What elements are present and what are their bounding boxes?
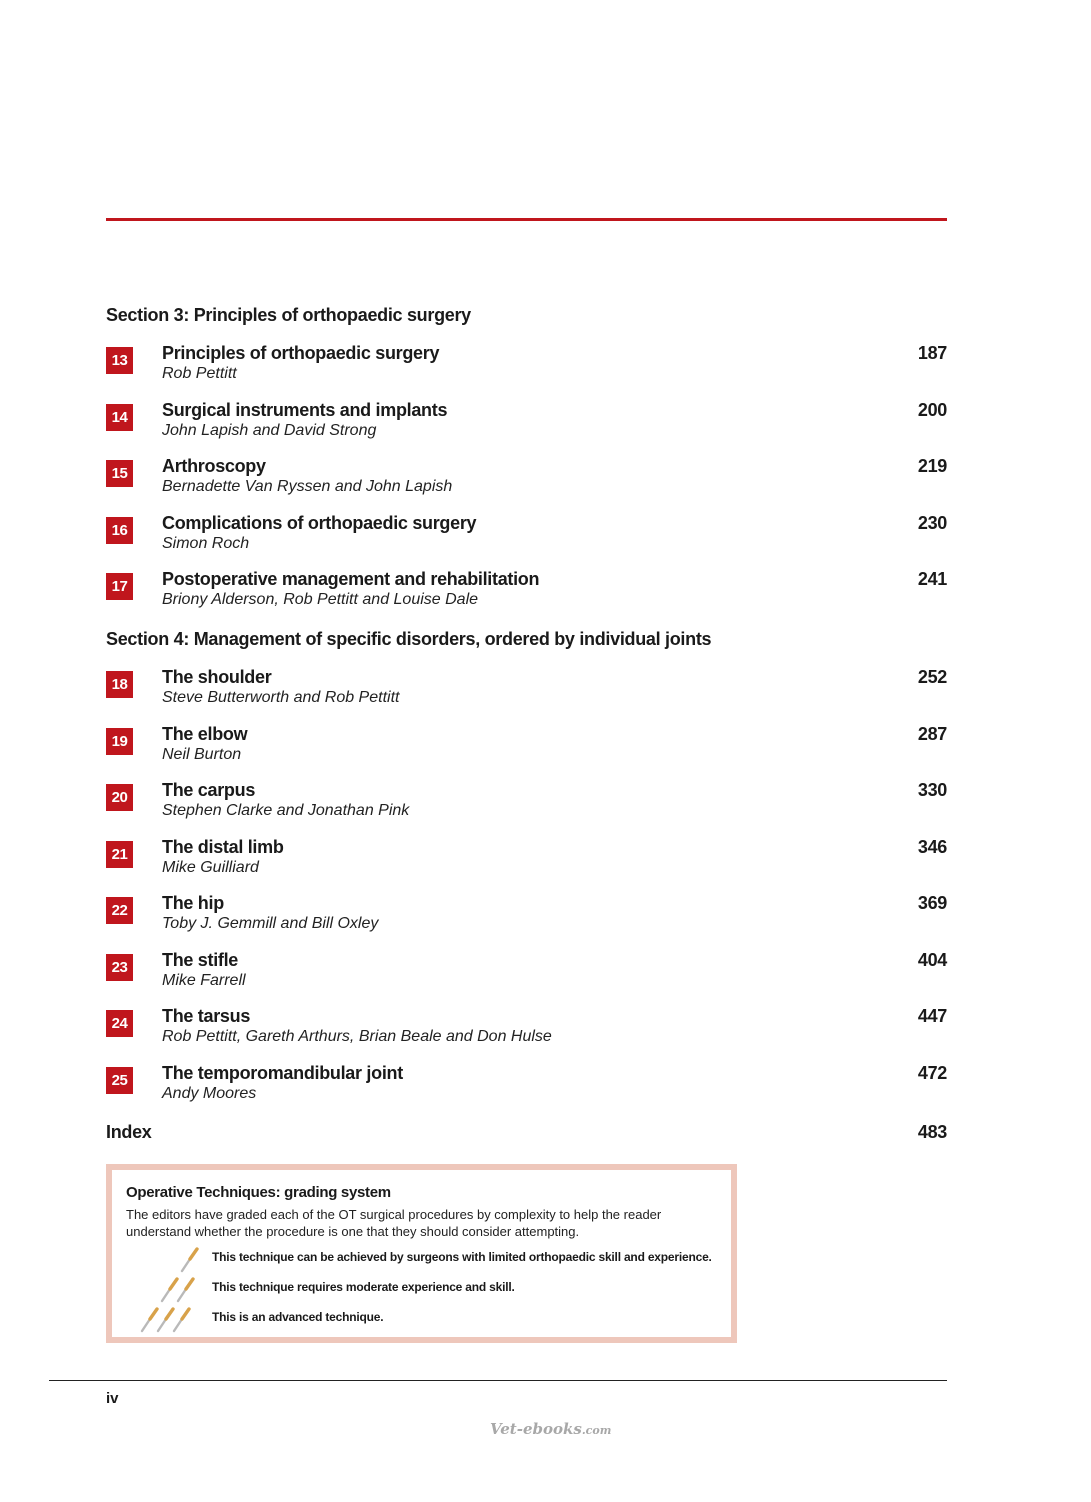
chapter-author: Andy Moores bbox=[162, 1085, 257, 1102]
watermark-logo bbox=[490, 1420, 611, 1438]
chapter-number: 24 bbox=[106, 1010, 133, 1037]
chapter-page: 230 bbox=[917, 513, 947, 533]
toc-entry[interactable] bbox=[106, 1005, 947, 1055]
chapter-author: Briony Alderson, Rob Pettitt and Louise Dale bbox=[162, 591, 479, 608]
chapter-page: 241 bbox=[917, 569, 947, 589]
toc-index[interactable] bbox=[106, 1122, 947, 1146]
chapter-number: 20 bbox=[106, 784, 133, 811]
chapter-page: 447 bbox=[917, 1006, 947, 1026]
chapter-number: 14 bbox=[106, 404, 133, 431]
chapter-number: 13 bbox=[106, 347, 133, 374]
grade-text: This technique requires moderate experience and skill. bbox=[212, 1280, 515, 1294]
chapter-author: Toby J. Gemmill and Bill Oxley bbox=[162, 915, 379, 932]
chapter-page: 252 bbox=[917, 667, 947, 687]
chapter-author: Stephen Clarke and Jonathan Pink bbox=[162, 802, 410, 819]
chapter-author: Mike Farrell bbox=[162, 972, 246, 989]
index-label: Index bbox=[106, 1122, 152, 1142]
chapter-author: John Lapish and David Strong bbox=[162, 422, 377, 439]
grading-description: The editors have graded each of the OT surgical procedures by complexity to help the reader understand whether the procedure is one that they should consider attempting. bbox=[126, 1207, 662, 1239]
chapter-number: 16 bbox=[106, 517, 133, 544]
section-heading: Section 4: Management of specific disorders, ordered by individual joints bbox=[106, 629, 712, 649]
chapter-title: The distal limb bbox=[162, 837, 284, 857]
chapter-title: Complications of orthopaedic surgery bbox=[162, 513, 477, 533]
toc-entry[interactable] bbox=[106, 512, 947, 562]
chapter-number: 22 bbox=[106, 897, 133, 924]
chapter-author: Rob Pettitt, Gareth Arthurs, Brian Beale and Don Hulse bbox=[162, 1028, 552, 1045]
scalpel-icon bbox=[136, 1276, 206, 1304]
chapter-title: Arthroscopy bbox=[162, 456, 266, 476]
chapter-title: Surgical instruments and implants bbox=[162, 400, 448, 420]
watermark-suffix: .com bbox=[581, 1424, 612, 1437]
grade-level-3 bbox=[136, 1306, 716, 1330]
grading-system-box bbox=[106, 1164, 737, 1343]
toc-entry[interactable] bbox=[106, 1062, 947, 1112]
grading-title: Operative Techniques: grading system bbox=[126, 1184, 391, 1201]
toc-entry[interactable] bbox=[106, 779, 947, 829]
top-rule bbox=[106, 218, 947, 221]
chapter-page: 287 bbox=[917, 724, 947, 744]
chapter-number: 19 bbox=[106, 728, 133, 755]
toc-entry[interactable] bbox=[106, 399, 947, 449]
chapter-number: 15 bbox=[106, 460, 133, 487]
chapter-author: Neil Burton bbox=[162, 746, 242, 763]
chapter-number: 25 bbox=[106, 1067, 133, 1094]
chapter-title: The stifle bbox=[162, 950, 239, 970]
chapter-title: Principles of orthopaedic surgery bbox=[162, 343, 440, 363]
grade-level-2 bbox=[136, 1276, 716, 1300]
index-page: 483 bbox=[917, 1122, 947, 1142]
chapter-page: 472 bbox=[917, 1063, 947, 1083]
scalpel-icon bbox=[136, 1306, 206, 1334]
toc-entry[interactable] bbox=[106, 949, 947, 999]
toc-entry[interactable] bbox=[106, 666, 947, 716]
grade-text: This is an advanced technique. bbox=[212, 1310, 384, 1324]
chapter-page: 187 bbox=[917, 343, 947, 363]
chapter-title: Postoperative management and rehabilitation bbox=[162, 569, 540, 589]
chapter-number: 21 bbox=[106, 841, 133, 868]
chapter-title: The shoulder bbox=[162, 667, 272, 687]
toc-entry[interactable] bbox=[106, 455, 947, 505]
bottom-rule bbox=[49, 1380, 947, 1381]
chapter-page: 219 bbox=[917, 456, 947, 476]
chapter-title: The carpus bbox=[162, 780, 256, 800]
chapter-author: Bernadette Van Ryssen and John Lapish bbox=[162, 478, 453, 495]
chapter-author: Steve Butterworth and Rob Pettitt bbox=[162, 689, 400, 706]
chapter-author: Simon Roch bbox=[162, 535, 250, 552]
toc-entry[interactable] bbox=[106, 892, 947, 942]
chapter-page: 369 bbox=[917, 893, 947, 913]
toc-entry[interactable] bbox=[106, 723, 947, 773]
chapter-page: 346 bbox=[917, 837, 947, 857]
chapter-title: The temporomandibular joint bbox=[162, 1063, 403, 1083]
chapter-author: Mike Guilliard bbox=[162, 859, 259, 876]
watermark-text: Vet-ebooks bbox=[490, 1420, 582, 1438]
grade-text: This technique can be achieved by surgeons with limited orthopaedic skill and experience. bbox=[212, 1250, 712, 1264]
chapter-page: 330 bbox=[917, 780, 947, 800]
toc-entry[interactable] bbox=[106, 836, 947, 886]
grade-level-1 bbox=[136, 1246, 716, 1270]
page-number: iv bbox=[106, 1390, 119, 1407]
chapter-page: 200 bbox=[917, 400, 947, 420]
chapter-title: The hip bbox=[162, 893, 224, 913]
chapter-number: 18 bbox=[106, 671, 133, 698]
chapter-title: The tarsus bbox=[162, 1006, 251, 1026]
chapter-page: 404 bbox=[917, 950, 947, 970]
chapter-number: 17 bbox=[106, 573, 133, 600]
toc-entry[interactable] bbox=[106, 342, 947, 392]
chapter-title: The elbow bbox=[162, 724, 248, 744]
scalpel-icon bbox=[136, 1246, 206, 1274]
chapter-number: 23 bbox=[106, 954, 133, 981]
chapter-author: Rob Pettitt bbox=[162, 365, 237, 382]
toc-entry[interactable] bbox=[106, 568, 947, 618]
section-heading: Section 3: Principles of orthopaedic surgery bbox=[106, 305, 471, 325]
